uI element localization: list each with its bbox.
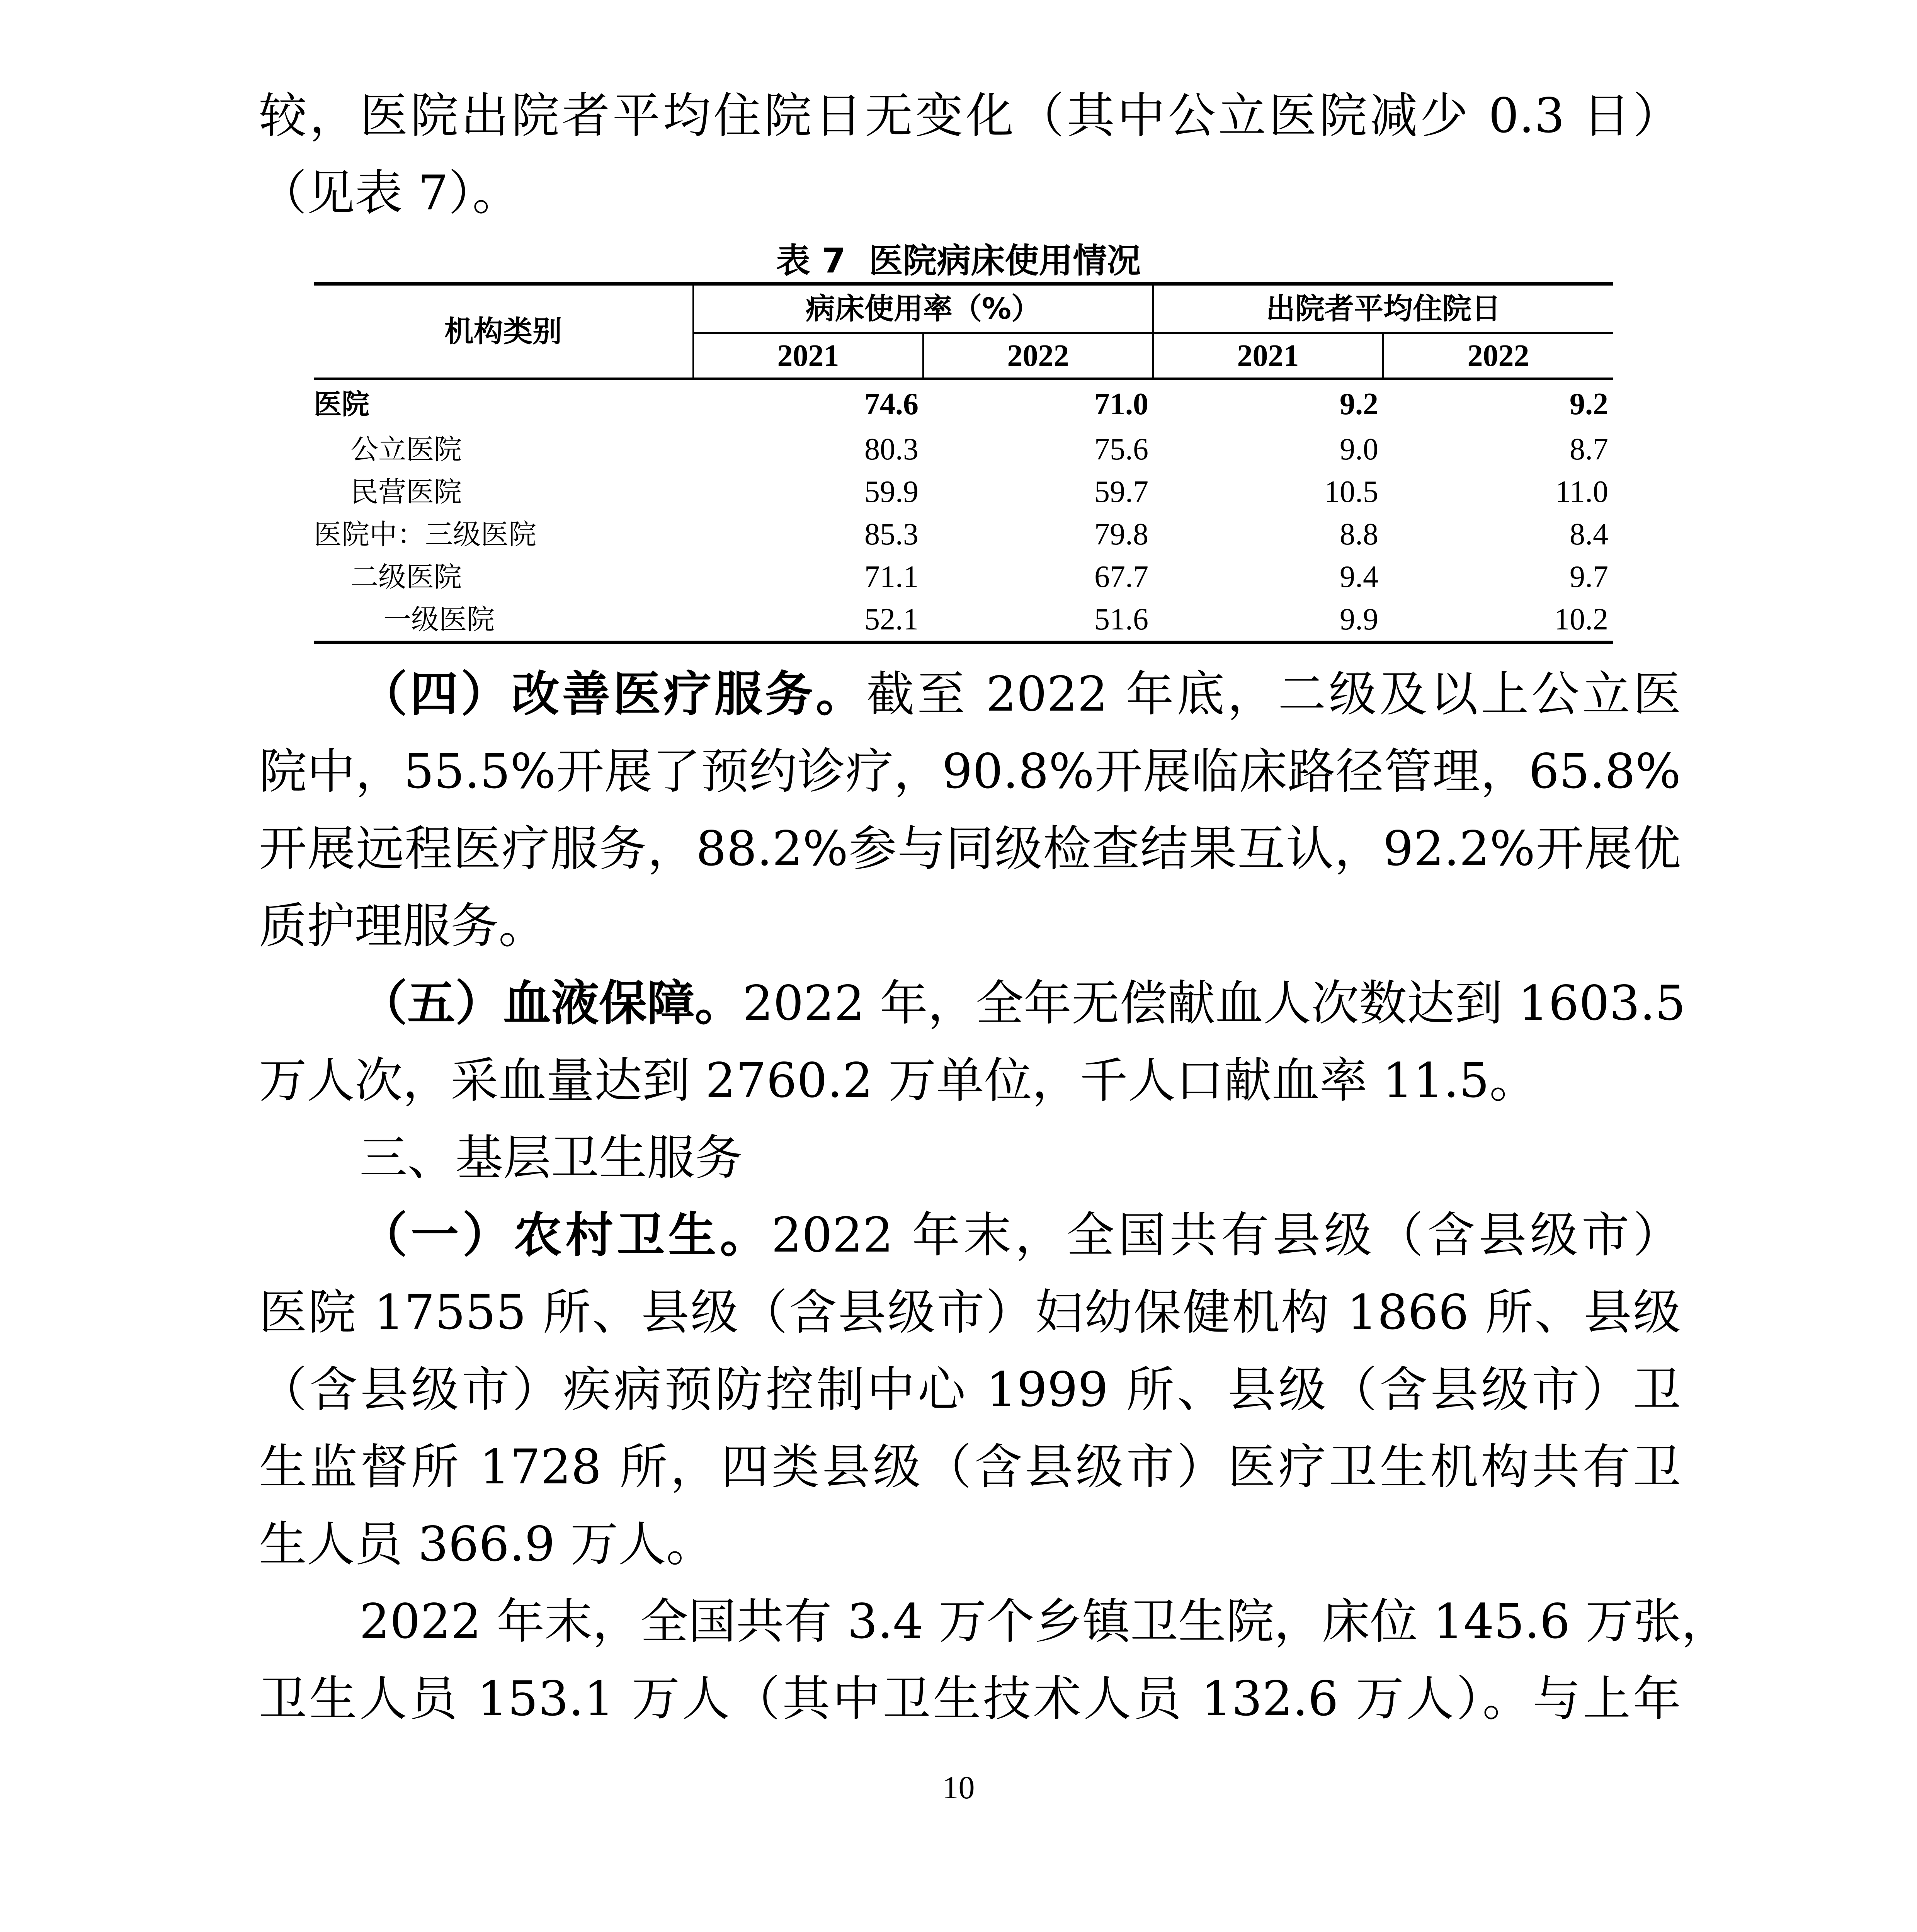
row-label: 一级医院 [314,598,693,643]
table-title [0,240,1917,282]
rural-heading: （一）农村卫生。 [359,1207,772,1263]
cell-value: 9.0 [1340,432,1378,466]
table-row [314,513,1613,556]
row-label: 医院中：三级医院 [314,518,537,551]
header-avg-stay: 出院者平均住院日 [1153,284,1613,333]
cell-value: 80.3 [864,432,919,466]
intro-line-2: （见表 7）。 [259,165,520,221]
township-line-1: 2022 年末，全国共有 3.4 万个乡镇卫生院，床位 145.6 万张， [359,1594,1729,1650]
section-4-line-2: 院中，55.5%开展了预约诊疗，90.8%开展临床路径管理，65.8% [259,744,1681,799]
cell-value: 85.3 [864,517,919,551]
cell-value: 8.7 [1570,432,1608,466]
cell-value: 79.8 [1094,517,1148,551]
header-year: 2021 [693,333,923,379]
cell-value: 52.1 [693,598,923,643]
header-year: 2022 [1383,333,1613,379]
cell-value: 59.9 [864,475,919,509]
cell-value: 51.6 [923,598,1153,643]
intro-line-1: 较，医院出院者平均住院日无变化（其中公立医院减少 0.3 日） [259,88,1681,144]
rural-line-3: （含县级市）疾病预防控制中心 1999 所、县级（含县级市）卫 [259,1362,1681,1418]
cell-value: 9.2 [1340,387,1378,421]
section-4-line-3: 开展远程医疗服务，88.2%参与同级检查结果互认，92.2%开展优 [259,821,1681,877]
cell-value: 71.0 [1094,387,1148,421]
table-row [314,428,1613,471]
section-4-line-4: 质护理服务。 [259,898,547,954]
cell-value: 67.7 [1094,560,1148,594]
cell-value: 11.0 [1555,475,1608,509]
hospital-bed-usage-table [314,282,1613,644]
table-row [314,556,1613,598]
rural-line-5: 生人员 366.9 万人。 [259,1517,714,1572]
header-year: 2021 [1153,333,1383,379]
cell-value: 8.4 [1570,517,1608,551]
cell-value: 75.6 [1094,432,1148,466]
table-row [314,471,1613,513]
part-3-heading: 三、基层卫生服务 [359,1130,743,1186]
section-5-text: 2022 年，全年无偿献血人次数达到 1603.5 [743,976,1686,1031]
table-row [314,379,1613,428]
section-4-text: 截至 2022 年底，二级及以上公立医 [866,667,1681,722]
township-line-2: 卫生人员 153.1 万人（其中卫生技术人员 132.6 万人）。与上年 [259,1671,1681,1727]
cell-value: 71.1 [864,560,919,594]
row-label: 民营医院 [350,476,462,508]
rural-line-2: 医院 17555 所、县级（含县级市）妇幼保健机构 1866 所、县级 [259,1285,1681,1340]
row-label: 公立医院 [350,433,462,466]
cell-value: 74.6 [864,387,919,421]
rural-text: 2022 年末，全国共有县级（含县级市） [771,1208,1681,1263]
section-5-heading: （五）血液保障。 [359,975,743,1031]
page-number: 10 [942,1770,975,1806]
section-5-line-1 [359,965,1686,1042]
section-4-line-1 [359,656,1681,733]
cell-value: 9.2 [1570,387,1608,421]
table-row [314,598,1613,643]
section-4-heading: （四）改善医疗服务。 [359,666,867,722]
cell-value: 59.7 [1094,475,1148,509]
rural-line-4: 生监督所 1728 所，四类县级（含县级市）医疗卫生机构共有卫 [259,1439,1681,1495]
cell-value: 10.5 [1324,475,1378,509]
row-label: 二级医院 [350,561,462,593]
row-label: 医院 [314,388,370,420]
section-5-line-2: 万人次，采血量达到 2760.2 万单位，千人口献血率 11.5。 [259,1053,1538,1109]
cell-value: 10.2 [1383,598,1613,643]
cell-value: 9.4 [1340,560,1378,594]
table-title-text: 医院病床使用情况 [869,241,1141,281]
header-category: 机构类别 [314,284,693,379]
cell-value: 8.8 [1340,517,1378,551]
header-year: 2022 [923,333,1153,379]
cell-value: 9.7 [1570,560,1608,594]
cell-value: 9.9 [1153,598,1383,643]
table-number: 表 7 [776,241,846,281]
header-bed-usage-rate: 病床使用率（%） [693,284,1153,333]
rural-line-1 [359,1197,1681,1274]
